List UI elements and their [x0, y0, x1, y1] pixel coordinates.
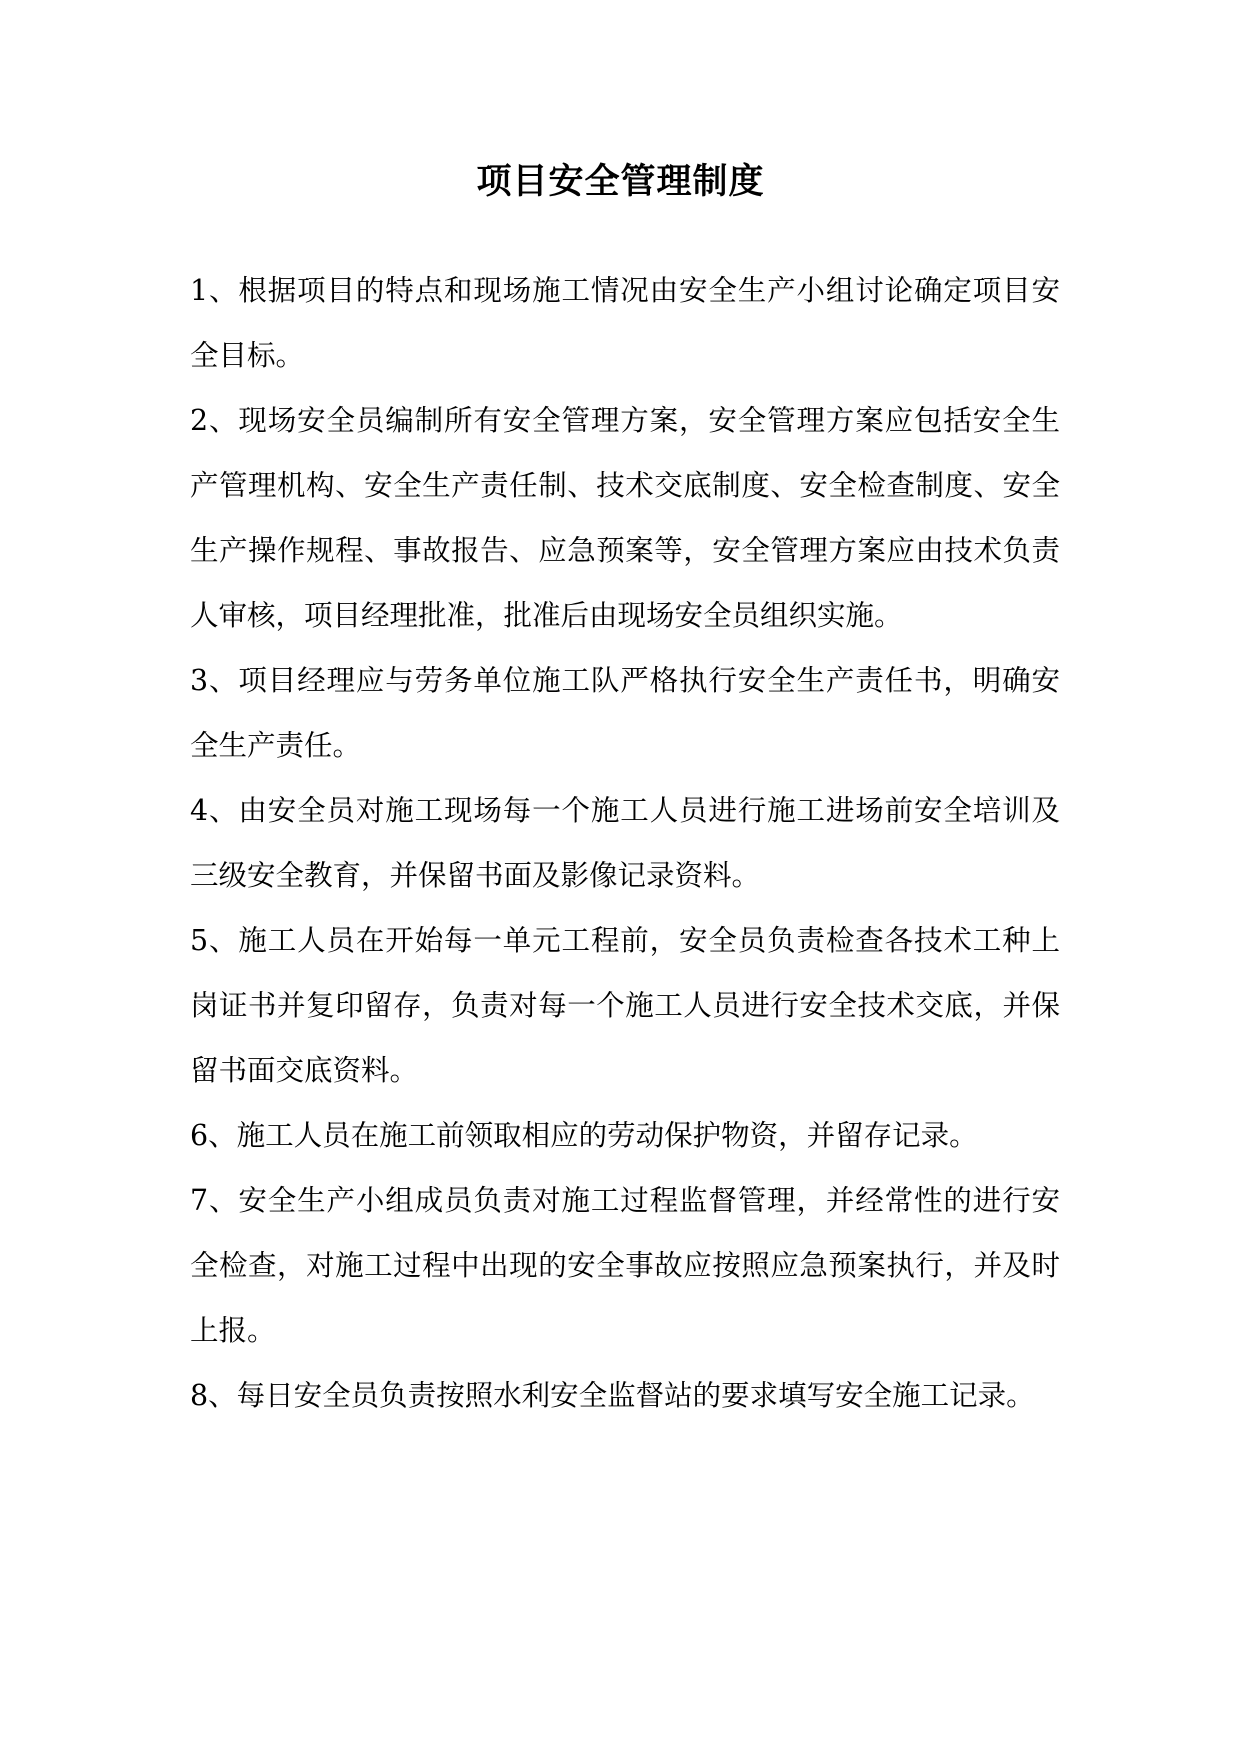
paragraph-7: 7、安全生产小组成员负责对施工过程监督管理，并经常性的进行安全检查，对施工过程中出现的安全事故应按照应急预案执行，并及时上报。: [190, 1184, 1060, 1347]
paragraph-3: 3、项目经理应与劳务单位施工队严格执行安全生产责任书，明确安全生产责任。: [190, 664, 1060, 762]
paragraph-6: 6、施工人员在施工前领取相应的劳动保护物资，并留存记录。: [190, 1119, 978, 1152]
document-title: 项目安全管理制度: [476, 162, 765, 202]
paragraph-8: 8、每日安全员负责按照水利安全监督站的要求填写安全施工记录。: [190, 1379, 1035, 1412]
document-body: [190, 258, 1060, 1428]
paragraph-5: 5、施工人员在开始每一单元工程前，安全员负责检查各技术工种上岗证书并复印留存，负责对每一个施工人员进行安全技术交底，并保留书面交底资料。: [190, 924, 1060, 1087]
paragraph-1: 1、根据项目的特点和现场施工情况由安全生产小组讨论确定项目安全目标。: [190, 274, 1060, 372]
paragraph-2: 2、现场安全员编制所有安全管理方案，安全管理方案应包括安全生产管理机构、安全生产责任制、技术交底制度、安全检查制度、安全生产操作规程、事故报告、应急预案等，安全管理方案应由技术负责人审核，项目经理批准，批准后由现场安全员组织实施。: [190, 404, 1060, 632]
paragraph-4: 4、由安全员对施工现场每一个施工人员进行施工进场前安全培训及三级安全教育，并保留书面及影像记录资料。: [190, 794, 1060, 892]
